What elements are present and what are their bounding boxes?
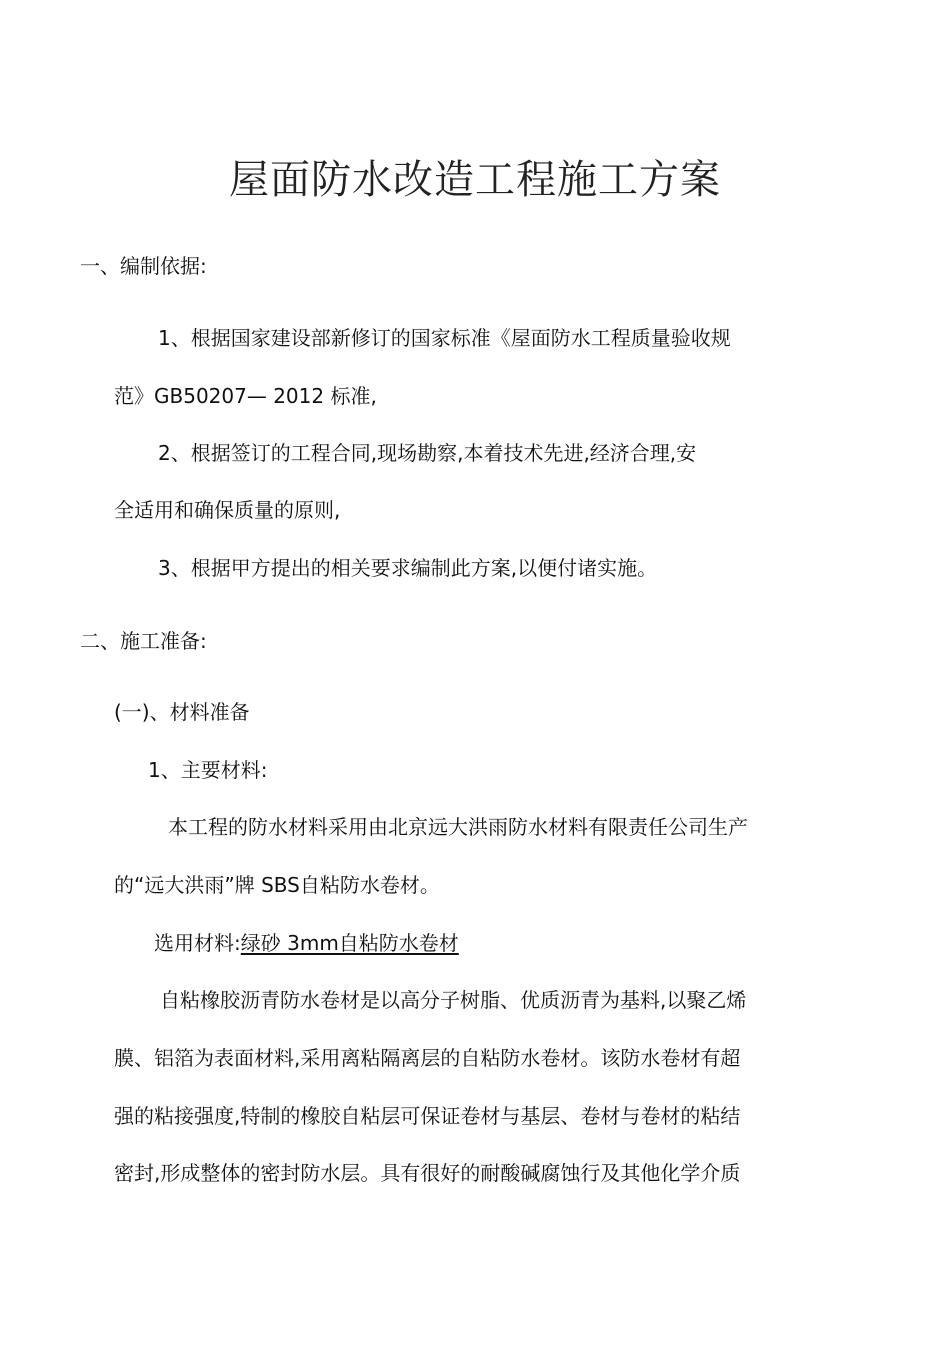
paragraph-line: 3、根据甲方提出的相关要求编制此方案,以便付诸实施。: [158, 556, 658, 580]
paragraph-line: 全适用和确保质量的原则,: [114, 498, 341, 522]
section-heading-preparation: 二、施工准备:: [80, 629, 207, 653]
selected-material-value: 绿砂 3mm自粘防水卷材: [240, 931, 459, 955]
paragraph-line: 的“远大洪雨”牌 SBS自粘防水卷材。: [114, 873, 440, 897]
paragraph-line: 2、根据签订的工程合同,现场勘察,本着技术先进,经济合理,安: [158, 441, 697, 465]
selected-material-line: [154, 933, 459, 953]
paragraph-line: 膜、铝箔为表面材料,采用离粘隔离层的自粘防水卷材。该防水卷材有超: [114, 1046, 741, 1070]
paragraph-line: 1、根据国家建设部新修订的国家标准《屋面防水工程质量验收规: [158, 326, 731, 350]
section-heading-basis: 一、编制依据:: [80, 254, 207, 278]
paragraph-line: 范》GB50207— 2012 标准,: [114, 384, 377, 408]
paragraph-line: 强的粘接强度,特制的橡胶自粘层可保证卷材与基层、卷材与卷材的粘结: [114, 1104, 741, 1128]
page-title: 屋面防水改造工程施工方案: [229, 157, 721, 203]
subsection-heading: (一)、材料准备: [114, 700, 250, 724]
paragraph-line: 自粘橡胶沥青防水卷材是以高分子树脂、优质沥青为基料,以聚乙烯: [160, 988, 747, 1012]
paragraph-line: 本工程的防水材料采用由北京远大洪雨防水材料有限责任公司生产: [168, 815, 748, 839]
item-heading: 1、主要材料:: [148, 758, 268, 782]
paragraph-line: 密封,形成整体的密封防水层。具有很好的耐酸碱腐蚀行及其他化学介质: [114, 1161, 741, 1185]
selected-material-label: 选用材料:: [154, 931, 241, 955]
